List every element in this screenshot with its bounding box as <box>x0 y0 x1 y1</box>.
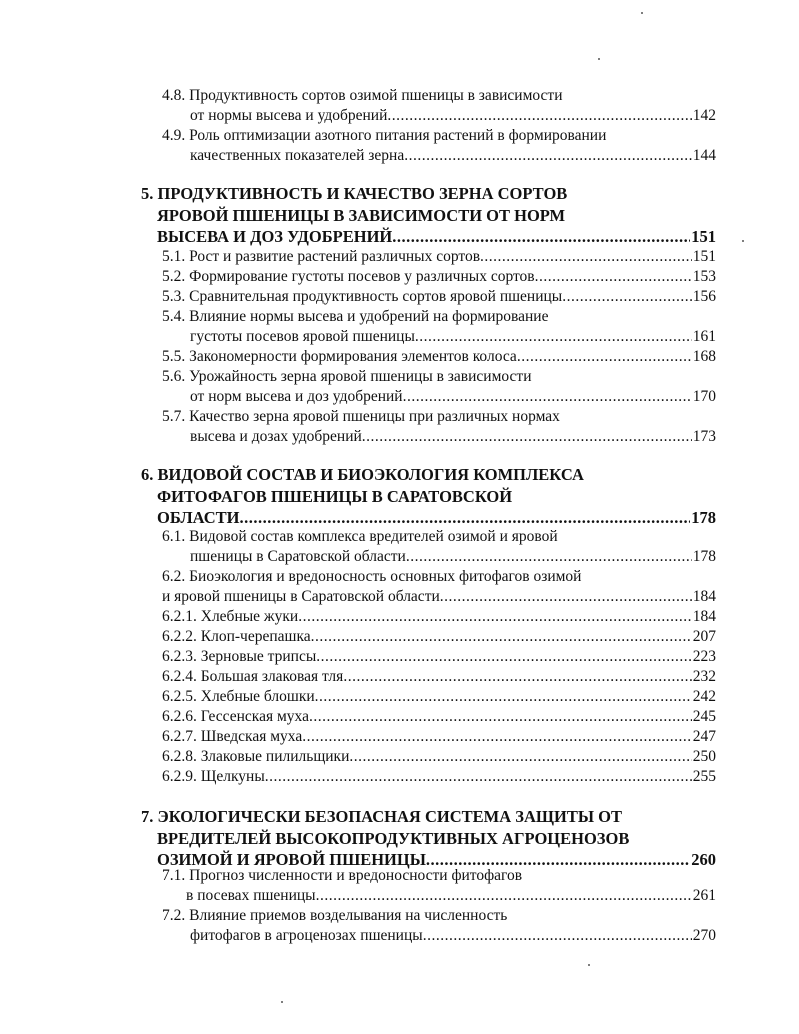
toc-entry <box>162 347 716 367</box>
toc-entry <box>162 267 716 287</box>
toc-title-line: 5.4. Влияние нормы высева и удобрений на формирование <box>162 308 549 325</box>
toc-entry <box>162 866 716 906</box>
dot-leader <box>362 427 692 447</box>
page-number: 170 <box>692 388 716 405</box>
page-number: 270 <box>692 927 716 944</box>
dot-leader <box>309 707 692 727</box>
page-number: 184 <box>692 608 716 625</box>
toc-entry <box>162 747 716 767</box>
toc-entry <box>162 647 716 667</box>
dot-leader <box>440 587 692 607</box>
page-number: 223 <box>692 648 716 665</box>
toc-chapter <box>141 183 716 248</box>
scan-speck <box>742 240 744 242</box>
dot-leader <box>392 226 690 248</box>
dot-leader <box>316 647 691 667</box>
scan-speck <box>588 964 590 966</box>
toc-title-line: 6.2.8. Злаковые пилильщики <box>162 748 350 765</box>
page-number: 178 <box>691 508 716 527</box>
toc-title-line: 6.1. Видовой состав комплекса вредителей озимой и яровой <box>162 528 558 545</box>
toc-title-line: 6.2.3. Зерновые трипсы <box>162 648 317 665</box>
toc-entry <box>162 667 716 687</box>
toc-entry <box>162 307 716 347</box>
toc-entry <box>162 567 716 607</box>
toc-title-line: 5.3. Сравнительная продуктивность сортов яровой пшеницы <box>162 288 563 305</box>
dot-leader <box>298 607 692 627</box>
scan-speck <box>281 1001 283 1003</box>
toc-title-line: 6. ВИДОВОЙ СОСТАВ И БИОЭКОЛОГИЯ КОМПЛЕКСА <box>141 465 584 484</box>
toc-title-line: от нормы высева и удобрений <box>190 107 388 124</box>
page-number: 247 <box>692 728 716 745</box>
toc-title-line: 6.2.2. Клоп-черепашка <box>162 628 311 645</box>
toc-title-line: 5.5. Закономерности формирования элементов колоса <box>162 348 517 365</box>
toc-entry <box>162 247 716 267</box>
page-number: 161 <box>692 328 716 345</box>
toc-title-line: ФИТОФАГОВ ПШЕНИЦЫ В САРАТОВСКОЙ <box>157 486 513 506</box>
toc-title-line: ОБЛАСТИ <box>157 508 240 527</box>
toc-title-line: 6.2.6. Гессенская муха <box>162 708 309 725</box>
toc-title-line: и яровой пшеницы в Саратовской области <box>162 588 440 605</box>
toc-entry <box>162 687 716 707</box>
toc-title-line: 7.1. Прогноз численности и вредоносности фитофагов <box>162 867 523 884</box>
toc-title-line: ОЗИМОЙ И ЯРОВОЙ ПШЕНИЦЫ <box>157 850 426 869</box>
toc-title-line: высева и дозах удобрений <box>190 428 362 445</box>
page-number: 173 <box>692 428 716 445</box>
dot-leader <box>302 727 692 747</box>
toc-title-line: качественных показателей зерна <box>190 147 405 164</box>
toc-entry <box>162 627 716 647</box>
toc-title-line: густоты посевов яровой пшеницы <box>190 328 415 345</box>
dot-leader <box>387 106 691 126</box>
page-number: 168 <box>692 348 716 365</box>
toc-title-line: 5.6. Урожайность зерна яровой пшеницы в зависимости <box>162 368 532 385</box>
toc-title-line: 6.2.7. Шведская муха <box>162 728 303 745</box>
page-number: 153 <box>692 268 716 285</box>
toc-entry <box>162 707 716 727</box>
toc-title-line: 4.9. Роль оптимизации азотного питания растений в формировании <box>162 127 607 144</box>
toc-entry <box>162 407 716 447</box>
toc-entry <box>162 906 716 946</box>
toc-chapter <box>141 464 716 529</box>
toc-title-line: 5.7. Качество зерна яровой пшеницы при различных нормах <box>162 408 560 425</box>
toc-title-line: 6.2.5. Хлебные блошки <box>162 688 315 705</box>
toc-title-line: 5.1. Рост и развитие растений различных сортов <box>162 248 481 265</box>
toc-title-line: в посевах пшеницы <box>186 887 316 904</box>
dot-leader <box>404 146 692 166</box>
dot-leader <box>415 327 692 347</box>
toc-title-line: от норм высева и доз удобрений <box>190 388 403 405</box>
dot-leader <box>406 547 692 567</box>
toc-title-line: 6.2.9. Щелкуны <box>162 768 265 785</box>
dot-leader <box>403 387 692 407</box>
toc-entry <box>162 367 716 407</box>
dot-leader <box>315 687 692 707</box>
toc-entry <box>162 126 716 166</box>
toc-title-line: 7. ЭКОЛОГИЧЕСКИ БЕЗОПАСНАЯ СИСТЕМА ЗАЩИТЫ ОТ <box>141 807 623 826</box>
toc-title-line: пшеницы в Саратовской области <box>190 548 406 565</box>
toc-entry <box>162 727 716 747</box>
toc-chapter <box>141 806 716 871</box>
page-number: 184 <box>692 588 716 605</box>
toc-title-line: 5. ПРОДУКТИВНОСТЬ И КАЧЕСТВО ЗЕРНА СОРТОВ <box>141 184 568 203</box>
toc-title-line: 4.8. Продуктивность сортов озимой пшеницы в зависимости <box>162 87 563 104</box>
toc-title-line: 5.2. Формирование густоты посевов у различных сортов <box>162 268 535 285</box>
page-number: 260 <box>691 850 716 869</box>
toc-title-line: фитофагов в агроценозах пшеницы <box>190 927 423 944</box>
page-number: 232 <box>692 668 716 685</box>
dot-leader <box>423 926 692 946</box>
toc-title-line: 6.2.1. Хлебные жуки <box>162 608 299 625</box>
dot-leader <box>517 347 692 367</box>
toc-title-line: 6.2.4. Большая злаковая тля <box>162 668 344 685</box>
page-number: 245 <box>692 708 716 725</box>
scan-speck <box>598 58 600 60</box>
toc-title-line: ВРЕДИТЕЛЕЙ ВЫСОКОПРОДУКТИВНЫХ АГРОЦЕНОЗОВ <box>157 828 630 848</box>
page-number: 156 <box>692 288 716 305</box>
page-number: 151 <box>691 227 716 246</box>
dot-leader <box>562 287 692 307</box>
dot-leader <box>480 247 692 267</box>
page-number: 142 <box>692 107 716 124</box>
page-number: 255 <box>692 768 716 785</box>
toc-title-line: ВЫСЕВА И ДОЗ УДОБРЕНИЙ <box>157 227 393 246</box>
dot-leader <box>311 627 692 647</box>
toc-title-line: ЯРОВОЙ ПШЕНИЦЫ В ЗАВИСИМОСТИ ОТ НОРМ <box>157 205 566 225</box>
scan-speck <box>641 12 643 14</box>
page-number: 207 <box>692 628 716 645</box>
page-number: 250 <box>692 748 716 765</box>
page-number: 261 <box>692 887 716 904</box>
page-number: 178 <box>692 548 716 565</box>
dot-leader <box>265 767 692 787</box>
dot-leader <box>239 507 690 529</box>
toc-title-line: 7.2. Влияние приемов возделывания на численность <box>162 907 508 924</box>
dot-leader <box>316 886 692 906</box>
dot-leader <box>535 267 692 287</box>
toc-title-line: 6.2. Биоэкология и вредоносность основных фитофагов озимой <box>162 568 582 585</box>
dot-leader <box>343 667 691 687</box>
toc-entry <box>162 607 716 627</box>
dot-leader <box>349 747 691 767</box>
page-number: 144 <box>692 147 716 164</box>
toc-entry <box>162 767 716 787</box>
toc-entry <box>162 86 716 126</box>
page-number: 151 <box>692 248 716 265</box>
toc-entry <box>162 527 716 567</box>
toc-entry <box>162 287 716 307</box>
page-number: 242 <box>692 688 716 705</box>
